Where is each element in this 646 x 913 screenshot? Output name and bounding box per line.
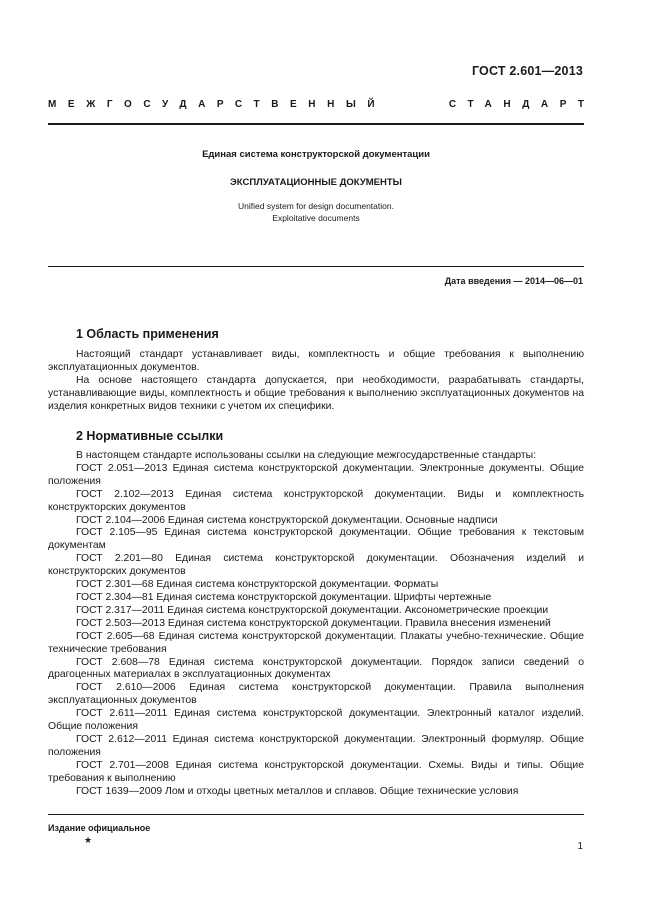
section-1-body [48,349,584,414]
footer-rule [48,814,584,815]
standard-type-right: СТАНДАРТ [448,99,596,110]
reference-item: ГОСТ 2.104—2006 Единая система конструкторской документации. Основные надписи [76,514,498,526]
reference-item: ГОСТ 2.102—2013 Единая система конструкторской документации. Виды и комплектность конструкторских документов [48,488,584,513]
section-2-heading: 2 Нормативные ссылки [76,429,224,443]
reference-item: ГОСТ 1639—2009 Лом и отходы цветных металлов и сплавов. Общие технические условия [76,785,519,797]
reference-item: ГОСТ 2.317—2011 Единая система конструкторской документации. Аксонометрические проекции [76,604,549,616]
reference-item: ГОСТ 2.608—78 Единая система конструкторской документации. Порядок записи сведений о драгоценных материалах в эксплуатационных документах [48,656,584,681]
section-1-paragraph: На основе настоящего стандарта допускается, при необходимости, разрабатывать стандарты, устанавливающие виды, комплектность и общие требования к выполнению эксплуатационных документов на изделия конкретных видов техники с учетом их специфики. [48,374,584,412]
english-title-line-2: Exploitative documents [272,212,360,223]
title-rule [48,266,584,267]
section-2-body [48,450,584,798]
standard-type-line [48,99,596,110]
reference-item: ГОСТ 2.201—80 Единая система конструкторской документации. Обозначения изделий и конструкторских документов [48,553,584,578]
reference-item: ГОСТ 2.611—2011 Единая система конструкторской документации. Электронный каталог изделий. Общие положения [48,708,584,733]
reference-item: ГОСТ 2.304—81 Единая система конструкторской документации. Шрифты чертежные [76,591,492,603]
system-title: Единая система конструкторской документации [202,149,430,160]
reference-item: ГОСТ 2.701—2008 Единая система конструкторской документации. Схемы. Виды и типы. Общие требования к выполнению [48,759,584,784]
reference-item: ГОСТ 2.605—68 Единая система конструкторской документации. Плакаты учебно-технические. Общие технические требования [48,630,584,655]
reference-intro: В настоящем стандарте использованы ссылки на следующие межгосударственные стандарты: [76,450,537,461]
reference-item: ГОСТ 2.503—2013 Единая система конструкторской документации. Правила внесения изменений [76,617,551,629]
section-1-paragraph: Настоящий стандарт устанавливает виды, комплектность и общие требования к выполнению эксплуатационных документов. [48,349,584,373]
page-number: 1 [577,841,583,852]
section-1-heading: 1 Область применения [76,327,219,341]
document-number: ГОСТ 2.601—2013 [471,64,583,78]
reference-item: ГОСТ 2.301—68 Единая система конструкторской документации. Форматы [76,579,439,591]
english-title-line-1: Unified system for design documentation. [238,201,394,211]
reference-item: ГОСТ 2.612—2011 Единая система конструкторской документации. Электронный формуляр. Общие положения [48,733,584,758]
official-edition-label: Издание официальное [48,823,151,833]
standard-type-left: МЕЖГОСУДАРСТВЕННЫЙ [48,99,387,110]
introduction-date: Дата введения — 2014—06—01 [444,276,583,286]
reference-item: ГОСТ 2.051—2013 Единая система конструкторской документации. Электронные документы. Общие положения [48,462,584,487]
reference-item: ГОСТ 2.610—2006 Единая система конструкторской документации. Правила выполнения эксплуатационных документов [48,682,584,707]
star-icon: ★ [84,835,93,845]
header-rule [48,123,584,125]
document-title: ЭКСПЛУАТАЦИОННЫЕ ДОКУМЕНТЫ [230,177,402,188]
reference-item: ГОСТ 2.105—95 Единая система конструкторской документации. Общие требования к текстовым документам [48,527,584,552]
english-title [48,201,584,224]
